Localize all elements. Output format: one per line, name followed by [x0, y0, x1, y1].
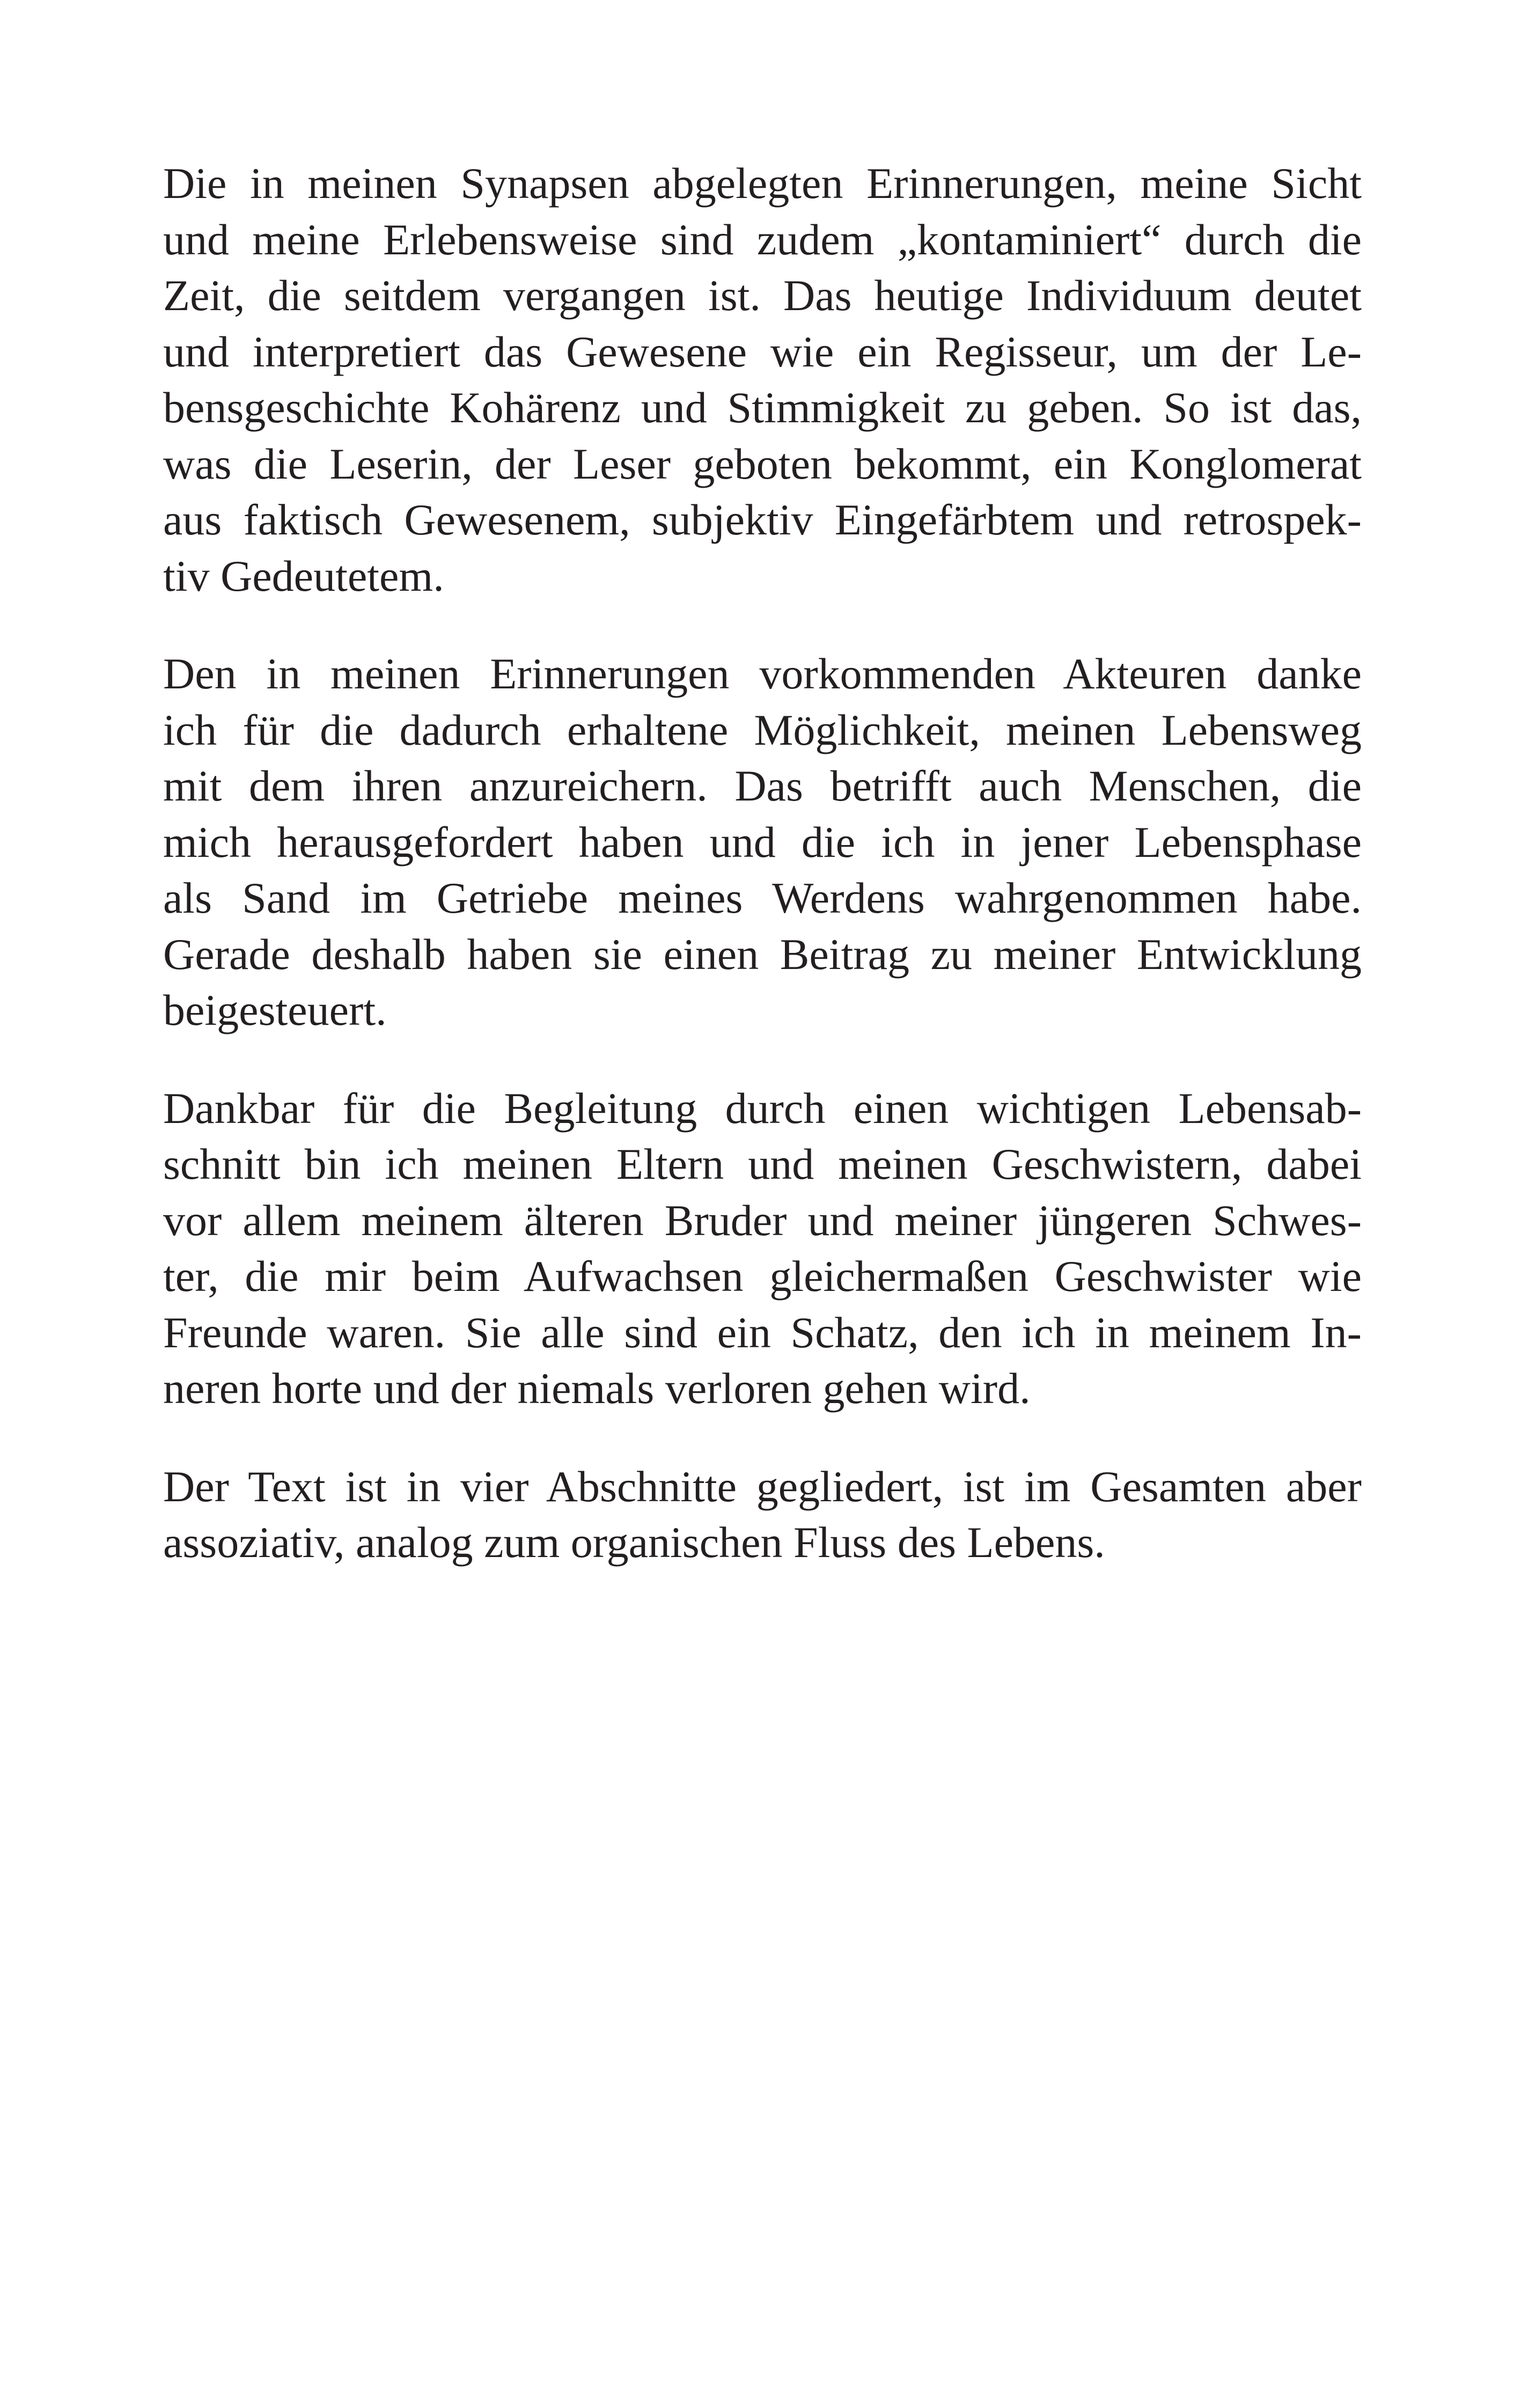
- paragraph-memory-interpretation: [163, 156, 1362, 604]
- text-line: Die in meinen Synapsen abgelegten Erinnerungen, meine Sicht: [163, 159, 1362, 208]
- text-line: ich für die dadurch erhaltene Möglichkeit, meinen Lebensweg: [163, 705, 1362, 754]
- text-line: Der Text ist in vier Abschnitte gegliedert, ist im Gesamten aber: [163, 1462, 1362, 1511]
- text-line: Freunde waren. Sie alle sind ein Schatz, den ich in meinem In-: [163, 1308, 1362, 1357]
- text-line: Den in meinen Erinnerungen vorkommenden Akteuren danke: [163, 649, 1362, 698]
- text-line: mit dem ihren anzureichern. Das betrifft auch Menschen, die: [163, 761, 1362, 810]
- text-line: Zeit, die seitdem vergangen ist. Das heutige Individuum deutet: [163, 271, 1362, 320]
- body-text: [163, 156, 1362, 1613]
- text-line: beigesteuert.: [163, 986, 387, 1034]
- paragraph-thanks-actors: [163, 646, 1362, 1039]
- text-line: assoziativ, analog zum organischen Fluss des Lebens.: [163, 1518, 1105, 1567]
- text-line: bensgeschichte Kohärenz und Stimmigkeit zu geben. So ist das,: [163, 383, 1362, 432]
- text-line: aus faktisch Gewesenem, subjektiv Eingefärbtem und retrospek-: [163, 495, 1362, 544]
- text-line: als Sand im Getriebe meines Werdens wahrgenommen habe.: [163, 873, 1362, 922]
- text-line: tiv Gedeutetem.: [163, 551, 444, 600]
- text-line: Dankbar für die Begleitung durch einen wichtigen Lebensab-: [163, 1083, 1362, 1133]
- text-line: ter, die mir beim Aufwachsen gleichermaßen Geschwister wie: [163, 1252, 1362, 1301]
- text-line: und meine Erlebensweise sind zudem „kontaminiert“ durch die: [163, 215, 1362, 264]
- paragraph-thanks-family: [163, 1081, 1362, 1417]
- text-line: Gerade deshalb haben sie einen Beitrag zu meiner Entwicklung: [163, 929, 1362, 979]
- text-line: vor allem meinem älteren Bruder und meiner jüngeren Schwes-: [163, 1195, 1362, 1245]
- paragraph-text-structure: [163, 1459, 1362, 1571]
- text-line: und interpretiert das Gewesene wie ein Regisseur, um der Le-: [163, 327, 1362, 376]
- text-line: schnitt bin ich meinen Eltern und meinen Geschwistern, dabei: [163, 1140, 1362, 1188]
- text-line: neren horte und der niemals verloren gehen wird.: [163, 1364, 1031, 1413]
- text-line: was die Leserin, der Leser geboten bekommt, ein Konglomerat: [163, 439, 1362, 488]
- text-line: mich herausgefordert haben und die ich in jener Lebensphase: [163, 817, 1362, 867]
